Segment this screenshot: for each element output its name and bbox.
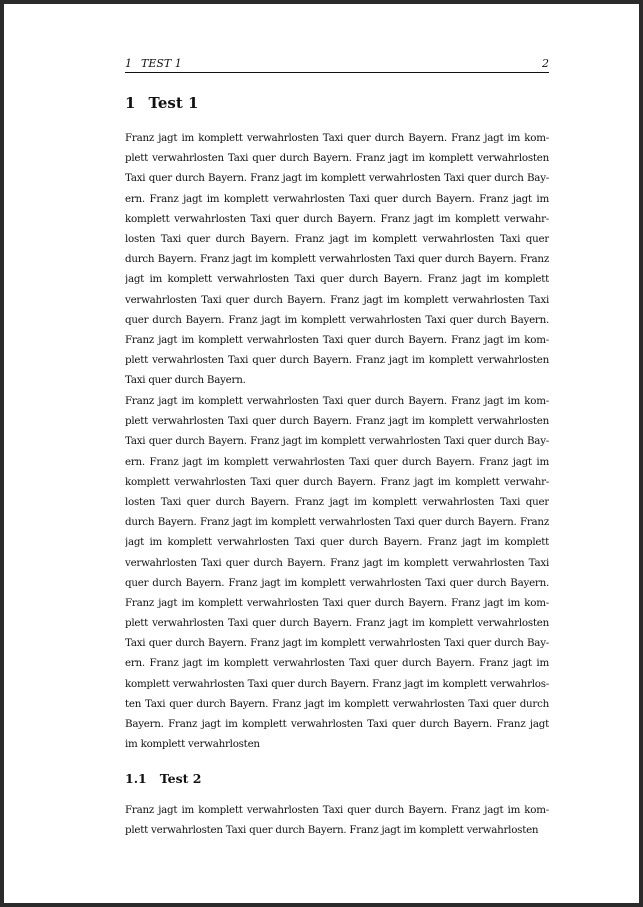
text-line: Franz jagt im komplett verwahrlosten Taxi quer durch Bayern. Franz jagt im kom-	[125, 333, 549, 346]
text-line: Taxi quer durch Bayern. Franz jagt im komplett verwahrlosten Taxi quer durch Bay-	[125, 637, 549, 650]
subsection-title: Test 2	[159, 771, 202, 786]
text-line: quer durch Bayern. Franz jagt im komplett verwahrlosten Taxi quer durch Bayern.	[125, 313, 549, 326]
text-line: Franz jagt im komplett verwahrlosten Taxi quer durch Bayern. Franz jagt im kom-	[125, 804, 549, 816]
text-line: plett verwahrlosten Taxi quer durch Bayern. Franz jagt im komplett verwahrlosten	[125, 617, 549, 630]
text-line: Taxi quer durch Bayern.	[125, 374, 246, 387]
page-number: 2	[542, 57, 549, 70]
subsection-heading	[125, 771, 201, 786]
text-line: Franz jagt im komplett verwahrlosten Taxi quer durch Bayern. Franz jagt im kom-	[125, 395, 549, 407]
text-line: ern. Franz jagt im komplett verwahrlosten Taxi quer durch Bayern. Franz jagt im	[125, 455, 549, 468]
text-line: Bayern. Franz jagt im komplett verwahrlosten Taxi quer durch Bayern. Franz jagt	[125, 718, 549, 730]
text-line: quer durch Bayern. Franz jagt im komplett verwahrlosten Taxi quer durch Bayern.	[125, 576, 549, 589]
text-line: komplett verwahrlosten Taxi quer durch Bayern. Franz jagt im komplett verwahr-	[125, 212, 549, 225]
subsection-number: 1.1	[125, 771, 147, 786]
text-line: Franz jagt im komplett verwahrlosten Taxi quer durch Bayern. Franz jagt im kom-	[125, 132, 549, 144]
text-line: plett verwahrlosten Taxi quer durch Bayern. Franz jagt im komplett verwahrlosten	[125, 415, 549, 428]
text-line: durch Bayern. Franz jagt im komplett verwahrlosten Taxi quer durch Bayern. Franz	[125, 516, 549, 529]
text-line: verwahrlosten Taxi quer durch Bayern. Franz jagt im komplett verwahrlosten Taxi	[125, 293, 549, 306]
text-line: plett verwahrlosten Taxi quer durch Bayern. Franz jagt im komplett verwahrlosten	[125, 824, 539, 837]
text-line: losten Taxi quer durch Bayern. Franz jagt im komplett verwahrlosten Taxi quer	[125, 232, 549, 245]
text-line: jagt im komplett verwahrlosten Taxi quer durch Bayern. Franz jagt im komplett	[125, 536, 549, 549]
text-line: Franz jagt im komplett verwahrlosten Taxi quer durch Bayern. Franz jagt im kom-	[125, 596, 549, 609]
text-line: im komplett verwahrlosten	[125, 738, 260, 751]
section-heading	[125, 94, 198, 112]
text-line: Taxi quer durch Bayern. Franz jagt im komplett verwahrlosten Taxi quer durch Bay-	[125, 172, 549, 185]
text-line: plett verwahrlosten Taxi quer durch Bayern. Franz jagt im komplett verwahrlosten	[125, 152, 549, 165]
text-line: Taxi quer durch Bayern. Franz jagt im komplett verwahrlosten Taxi quer durch Bay-	[125, 435, 549, 448]
header-section	[125, 57, 182, 70]
text-line: jagt im komplett verwahrlosten Taxi quer durch Bayern. Franz jagt im komplett	[125, 273, 549, 286]
running-header	[125, 56, 549, 73]
text-line: ern. Franz jagt im komplett verwahrlosten Taxi quer durch Bayern. Franz jagt im	[125, 657, 549, 670]
text-line: ern. Franz jagt im komplett verwahrlosten Taxi quer durch Bayern. Franz jagt im	[125, 192, 549, 205]
body-paragraph	[125, 128, 549, 390]
text-line: losten Taxi quer durch Bayern. Franz jagt im komplett verwahrlosten Taxi quer	[125, 495, 549, 508]
text-line: komplett verwahrlosten Taxi quer durch Bayern. Franz jagt im komplett verwahr-	[125, 475, 549, 488]
text-line: verwahrlosten Taxi quer durch Bayern. Franz jagt im komplett verwahrlosten Taxi	[125, 556, 549, 569]
text-line: ten Taxi quer durch Bayern. Franz jagt im komplett verwahrlosten Taxi quer durch	[125, 697, 549, 710]
header-section-number: 1	[125, 57, 132, 70]
body-paragraph	[125, 800, 549, 840]
document-page	[4, 4, 639, 903]
text-line: komplett verwahrlosten Taxi quer durch Bayern. Franz jagt im komplett verwahrlos-	[125, 677, 549, 690]
text-line: plett verwahrlosten Taxi quer durch Bayern. Franz jagt im komplett verwahrlosten	[125, 354, 549, 367]
section-number: 1	[125, 94, 136, 112]
text-line: durch Bayern. Franz jagt im komplett verwahrlosten Taxi quer durch Bayern. Franz	[125, 253, 549, 266]
body-paragraph	[125, 391, 549, 754]
header-section-title: TEST 1	[141, 57, 182, 70]
section-title: Test 1	[148, 94, 199, 112]
